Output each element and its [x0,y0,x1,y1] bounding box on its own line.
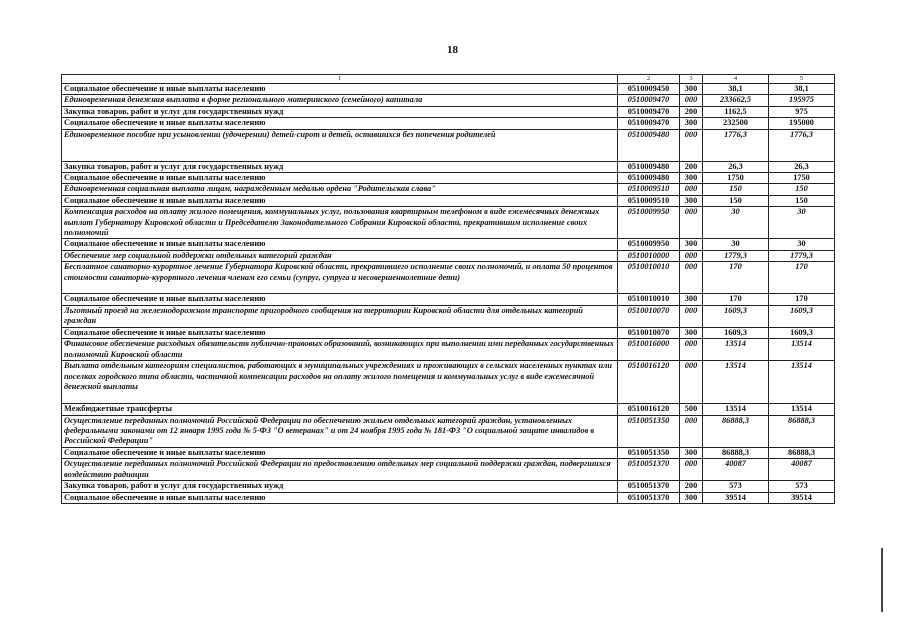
row-value-4-cell: 573 [703,481,769,492]
table-row [62,118,835,129]
row-code-cell: 0510009470 [618,118,680,129]
row-vr-cell: 000 [680,129,703,161]
row-code-cell: 0510009950 [618,239,680,250]
row-name-cell: Бесплатное санаторно-курортное лечение Губернатора Кировской области, прекратившего исполнение своих полномочий, и оплата 50 процентов стоимости санаторно-курортного лечения членам его семьи (супруг, супруга и несовершеннолетние дети) [62,262,618,294]
row-value-4-cell: 13514 [703,361,769,404]
row-value-4-cell: 30 [703,239,769,250]
row-vr-cell: 300 [680,294,703,305]
row-value-5-cell: 150 [769,195,835,206]
row-code-cell: 0510009470 [618,95,680,106]
row-value-5-cell: 13514 [769,404,835,415]
row-value-5-cell: 39514 [769,492,835,503]
row-value-4-cell: 1162,5 [703,106,769,117]
row-code-cell: 0510051350 [618,447,680,458]
row-vr-cell: 300 [680,195,703,206]
row-value-5-cell: 195000 [769,118,835,129]
row-value-4-cell: 232500 [703,118,769,129]
row-value-4-cell: 38,1 [703,84,769,95]
table-row [62,415,835,447]
table-row [62,207,835,239]
row-code-cell: 0510051370 [618,492,680,503]
row-code-cell: 0510009480 [618,161,680,172]
row-code-cell: 0510009480 [618,173,680,184]
row-name-cell: Обеспечение мер социальной поддержки отдельных категорий граждан [62,250,618,261]
row-vr-cell: 000 [680,262,703,294]
row-value-5-cell: 195975 [769,95,835,106]
row-name-cell: Социальное обеспечение и иные выплаты населению [62,239,618,250]
table-row [62,459,835,481]
row-vr-cell: 000 [680,207,703,239]
row-code-cell: 0510010010 [618,262,680,294]
table-header-row [62,75,835,84]
row-vr-cell: 200 [680,161,703,172]
row-value-4-cell: 13514 [703,404,769,415]
row-value-4-cell: 170 [703,294,769,305]
row-value-5-cell: 26,3 [769,161,835,172]
table-row [62,195,835,206]
row-vr-cell: 300 [680,327,703,338]
row-vr-cell: 000 [680,361,703,404]
row-vr-cell: 000 [680,415,703,447]
row-value-5-cell: 1609,3 [769,327,835,338]
header-cell-3: 3 [680,75,703,84]
row-name-cell: Финансовое обеспечение расходных обязательств публично-правовых образований, возникающих при выполнении ими переданных государственных полномочий Кировской области [62,339,618,361]
table-row [62,84,835,95]
row-value-4-cell: 150 [703,195,769,206]
row-value-5-cell: 40087 [769,459,835,481]
table-row [62,173,835,184]
table-row [62,294,835,305]
header-cell-5: 5 [769,75,835,84]
row-value-5-cell: 150 [769,184,835,195]
row-name-cell: Осуществление переданных полномочий Российской Федерации по предоставлению отдельных мер социальной поддержки граждан, подвергшихся воздействию радиации [62,459,618,481]
row-value-4-cell: 30 [703,207,769,239]
row-name-cell: Компенсация расходов на оплату жилого помещения, коммунальных услуг, пользования квартирным телефоном в виде ежемесячных денежных выплат Губернатору Кировской области и Председателю Законодательного Собрания Кировской области, прекратившим исполнение своих полномочий [62,207,618,239]
row-value-4-cell: 233662,5 [703,95,769,106]
row-vr-cell: 300 [680,84,703,95]
row-name-cell: Социальное обеспечение и иные выплаты населению [62,294,618,305]
row-value-5-cell: 86888,3 [769,447,835,458]
row-vr-cell: 300 [680,173,703,184]
row-name-cell: Социальное обеспечение и иные выплаты населению [62,118,618,129]
row-vr-cell: 500 [680,404,703,415]
table-row [62,339,835,361]
table-row [62,447,835,458]
header-cell-4: 4 [703,75,769,84]
row-code-cell: 0510009470 [618,106,680,117]
budget-table [61,74,835,504]
row-value-5-cell: 975 [769,106,835,117]
row-code-cell: 0510010010 [618,294,680,305]
row-value-4-cell: 150 [703,184,769,195]
row-name-cell: Выплата отдельным категориям специалистов, работающих в муниципальных учреждениях и проживающих в сельских населенных пунктах или поселках городского типа области, частичной компенсации расходов на оплату жилого помещения и коммунальных услуг в виде ежемесячной денежной выплаты [62,361,618,404]
row-vr-cell: 000 [680,250,703,261]
row-name-cell: Социальное обеспечение и иные выплаты населению [62,327,618,338]
row-name-cell: Осуществление переданных полномочий Российской Федерации по обеспечению жильем отдельных категорий граждан, установленных федеральными законами от 12 января 1995 года № 5-ФЗ "О ветеранах" и от 24 ноября 1995 года № 181-ФЗ "О социальной защите инвалидов в Российской Федерации" [62,415,618,447]
table-row [62,95,835,106]
row-value-5-cell: 30 [769,239,835,250]
row-name-cell: Социальное обеспечение и иные выплаты населению [62,84,618,95]
row-name-cell: Единовременная социальная выплата лицам, награжденным медалью ордена "Родительская слава" [62,184,618,195]
row-code-cell: 0510009510 [618,184,680,195]
row-name-cell: Межбюджетные трансферты [62,404,618,415]
table-row [62,481,835,492]
row-value-4-cell: 13514 [703,339,769,361]
row-value-5-cell: 1776,3 [769,129,835,161]
row-value-5-cell: 170 [769,262,835,294]
row-name-cell: Льготный проезд на железнодорожном транспорте пригородного сообщения на территории Кировской области для отдельных категорий граждан [62,305,618,327]
row-code-cell: 0510051370 [618,481,680,492]
table-row [62,161,835,172]
row-value-5-cell: 573 [769,481,835,492]
row-name-cell: Единовременная денежная выплата в форме регионального материнского (семейного) капитала [62,95,618,106]
row-value-4-cell: 170 [703,262,769,294]
table-row [62,262,835,294]
row-name-cell: Социальное обеспечение и иные выплаты населению [62,492,618,503]
row-vr-cell: 200 [680,481,703,492]
row-code-cell: 0510016000 [618,339,680,361]
table-row [62,404,835,415]
row-vr-cell: 300 [680,447,703,458]
row-name-cell: Единовременное пособие при усыновлении (удочерении) детей-сирот и детей, оставшихся без попечения родителей [62,129,618,161]
row-value-4-cell: 86888,3 [703,447,769,458]
row-vr-cell: 000 [680,339,703,361]
table-row [62,184,835,195]
row-value-4-cell: 26,3 [703,161,769,172]
table-row [62,250,835,261]
row-code-cell: 0510009450 [618,84,680,95]
row-value-5-cell: 1609,3 [769,305,835,327]
row-name-cell: Социальное обеспечение и иные выплаты населению [62,447,618,458]
row-vr-cell: 300 [680,118,703,129]
row-code-cell: 0510010070 [618,305,680,327]
row-value-4-cell: 1776,3 [703,129,769,161]
table-row [62,361,835,404]
row-value-4-cell: 40087 [703,459,769,481]
row-value-4-cell: 1779,3 [703,250,769,261]
row-code-cell: 0510016120 [618,361,680,404]
row-name-cell: Закупка товаров, работ и услуг для государственных нужд [62,106,618,117]
row-code-cell: 0510010000 [618,250,680,261]
row-value-4-cell: 1750 [703,173,769,184]
header-cell-1: 1 [62,75,618,84]
row-name-cell: Социальное обеспечение и иные выплаты населению [62,173,618,184]
row-vr-cell: 000 [680,305,703,327]
row-code-cell: 0510051370 [618,459,680,481]
row-value-5-cell: 1750 [769,173,835,184]
row-value-4-cell: 86888,3 [703,415,769,447]
row-value-5-cell: 13514 [769,361,835,404]
table-row [62,239,835,250]
row-name-cell: Закупка товаров, работ и услуг для государственных нужд [62,161,618,172]
table-row [62,327,835,338]
scan-edge-line [881,548,883,612]
row-code-cell: 0510009950 [618,207,680,239]
header-cell-2: 2 [618,75,680,84]
row-code-cell: 0510009480 [618,129,680,161]
row-value-5-cell: 1779,3 [769,250,835,261]
row-value-5-cell: 38,1 [769,84,835,95]
row-value-5-cell: 170 [769,294,835,305]
row-vr-cell: 300 [680,239,703,250]
row-code-cell: 0510016120 [618,404,680,415]
row-value-5-cell: 86888,3 [769,415,835,447]
row-vr-cell: 300 [680,492,703,503]
row-value-5-cell: 13514 [769,339,835,361]
row-code-cell: 0510009510 [618,195,680,206]
row-vr-cell: 000 [680,459,703,481]
row-name-cell: Социальное обеспечение и иные выплаты населению [62,195,618,206]
row-value-4-cell: 1609,3 [703,305,769,327]
row-value-5-cell: 30 [769,207,835,239]
row-code-cell: 0510010070 [618,327,680,338]
table-row [62,129,835,161]
table-row [62,492,835,503]
row-vr-cell: 000 [680,184,703,195]
table-row [62,305,835,327]
page-number: 18 [447,44,458,56]
row-value-4-cell: 39514 [703,492,769,503]
row-value-4-cell: 1609,3 [703,327,769,338]
row-code-cell: 0510051350 [618,415,680,447]
table-row [62,106,835,117]
row-name-cell: Закупка товаров, работ и услуг для государственных нужд [62,481,618,492]
row-vr-cell: 200 [680,106,703,117]
row-vr-cell: 000 [680,95,703,106]
